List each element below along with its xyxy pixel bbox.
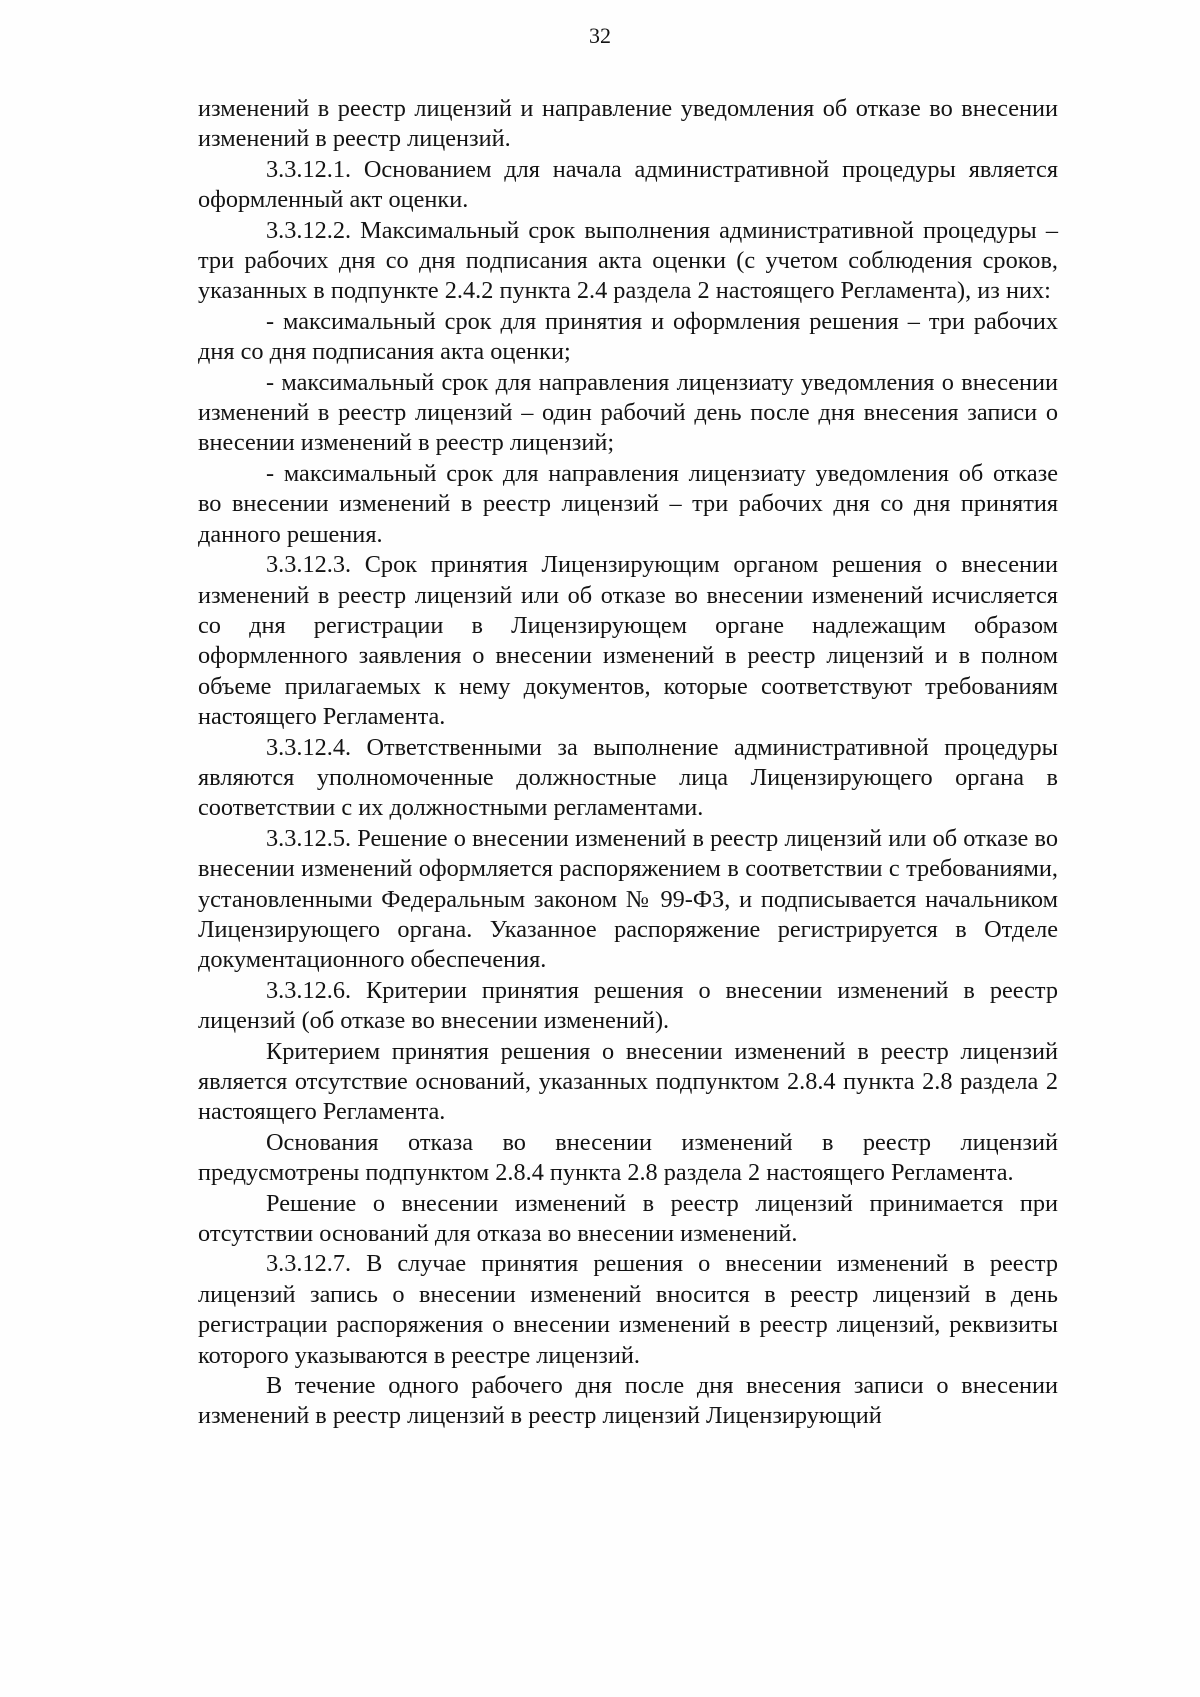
- paragraph: 3.3.12.7. В случае принятия решения о внесении изменений в реестр лицензий запись о внесении изменений вносится в реестр лицензий в день регистрации распоряжения о внесении изменений в реестр лицензий, реквизиты которого указываются в реестре лицензий.: [198, 1250, 1058, 1369]
- paragraph: - максимальный срок для направления лицензиату уведомления об отказе во внесении изменений в реестр лицензий – три рабочих дня со дня принятия данного решения.: [198, 459, 1058, 548]
- paragraph: Основания отказа во внесении изменений в реестр лицензий предусмотрены подпунктом 2.8.4 пункта 2.8 раздела 2 настоящего Регламента.: [198, 1128, 1058, 1187]
- paragraph: - максимальный срок для направления лицензиату уведомления о внесении изменений в реестр лицензий – один рабочий день после дня внесения записи о внесении изменений в реестр лицензий;: [198, 368, 1058, 457]
- paragraph: 3.3.12.4. Ответственными за выполнение административной процедуры являются уполномоченные должностные лица Лицензирующего органа в соответствии с их должностными регламентами.: [198, 733, 1058, 822]
- paragraph: Критерием принятия решения о внесении изменений в реестр лицензий является отсутствие оснований, указанных подпунктом 2.8.4 пункта 2.8 раздела 2 настоящего Регламента.: [198, 1037, 1058, 1126]
- paragraph: 3.3.12.6. Критерии принятия решения о внесении изменений в реестр лицензий (об отказе во внесении изменений).: [198, 976, 1058, 1035]
- paragraph: 3.3.12.2. Максимальный срок выполнения административной процедуры – три рабочих дня со дня подписания акта оценки (с учетом соблюдения сроков, указанных в подпункте 2.4.2 пункта 2.4 раздела 2 настоящего Регламента), из них:: [198, 216, 1058, 305]
- paragraph: 3.3.12.1. Основанием для начала административной процедуры является оформленный акт оценки.: [198, 155, 1058, 214]
- document-body: [198, 94, 1058, 1432]
- paragraph: В течение одного рабочего дня после дня внесения записи о внесении изменений в реестр лицензий в реестр лицензий Лицензирующий: [198, 1372, 1058, 1430]
- paragraph: 3.3.12.3. Срок принятия Лицензирующим органом решения о внесении изменений в реестр лицензий или об отказе во внесении изменений исчисляется со дня регистрации в Лицензирующем органе надлежащим образом оформленного заявления о внесении изменений в реестр лицензий и в полном объеме прилагаемых к нему документов, которые соответствуют требованиям настоящего Регламента.: [198, 551, 1058, 731]
- paragraph: Решение о внесении изменений в реестр лицензий принимается при отсутствии оснований для отказа во внесении изменений.: [198, 1189, 1058, 1248]
- paragraph: изменений в реестр лицензий и направление уведомления об отказе во внесении изменений в реестр лицензий.: [198, 95, 1058, 153]
- paragraph: 3.3.12.5. Решение о внесении изменений в реестр лицензий или об отказе во внесении изменений оформляется распоряжением в соответствии с требованиями, установленными Федеральным законом № 99-ФЗ, и подписывается начальником Лицензирующего органа. Указанное распоряжение регистрируется в Отделе документационного обеспечения.: [198, 824, 1058, 974]
- page-number: 32: [589, 23, 611, 48]
- paragraph: - максимальный срок для принятия и оформления решения – три рабочих дня со дня подписания акта оценки;: [198, 307, 1058, 366]
